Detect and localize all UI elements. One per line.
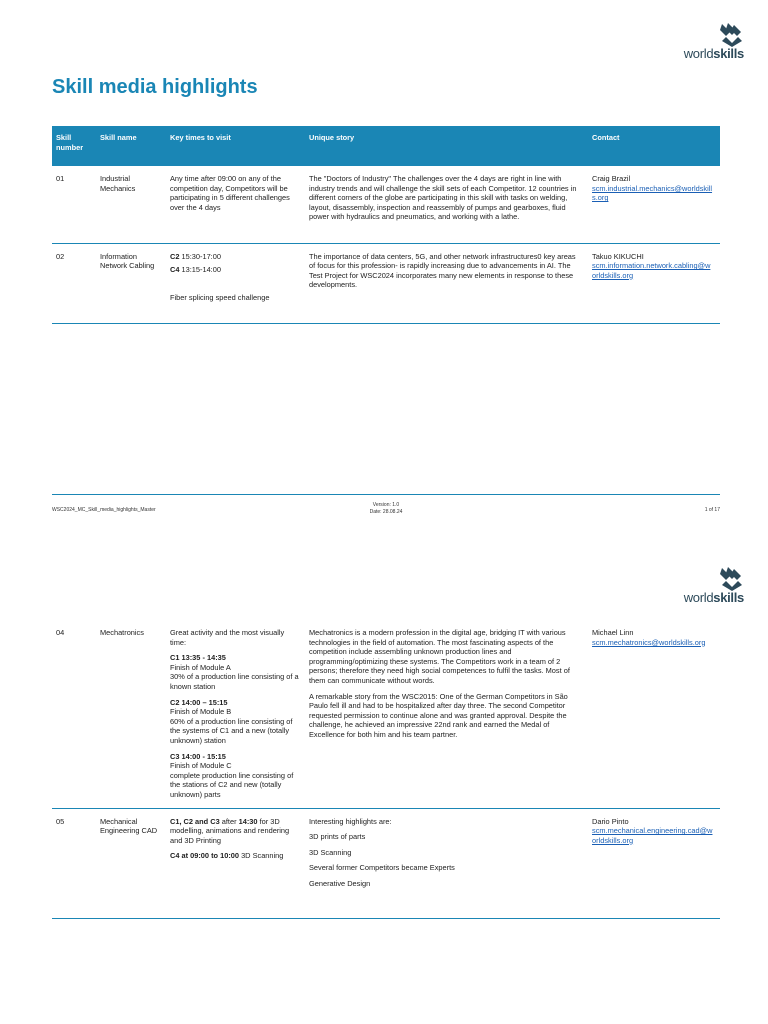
skill-highlights-table-continued <box>52 620 720 919</box>
key-time-c3 <box>170 752 299 800</box>
contact-name: Craig Brazil <box>592 174 631 183</box>
key-time-c4 <box>170 851 299 861</box>
logo-word-skills: skills <box>713 46 744 61</box>
contact-email-link[interactable]: scm.mechanical.engineering.cad@worldskills.org <box>592 826 713 845</box>
key-time-c3-time: C3 14:00 - 15:15 <box>170 751 226 761</box>
story-intro: Interesting highlights are: <box>309 816 392 826</box>
worldskills-logo <box>684 566 744 605</box>
logo-word-world: world <box>683 46 714 61</box>
table-row <box>52 243 720 323</box>
contact-name: Michael Linn <box>592 628 634 637</box>
key-time-c3-desc: Finish of Module C complete production line consisting of the stations of C2 and new (totally unknown) parts <box>170 761 294 799</box>
key-times-intro: Great activity and the most visually time: <box>170 628 285 647</box>
footer-version-date <box>52 502 720 515</box>
contact <box>588 808 720 918</box>
unique-story <box>305 620 588 808</box>
key-time-extra: Fiber splicing speed challenge <box>170 292 270 302</box>
unique-story: The "Doctors of Industry" The challenges over the 4 days are right in line with industry trends and will challenge the skill sets of each Competitor. 12 countries in different corners of the globe are participating in this skill with tasks on welding, layout, disassembly, inspection and reassembly of pumps and gearboxes, fluid power with hydraulics and pneumatics, and working with a lathe. <box>305 166 588 243</box>
worldskills-wordmark <box>684 46 744 61</box>
contact <box>588 243 720 323</box>
contact <box>588 620 720 808</box>
story-paragraph: A remarkable story from the WSC2015: One of the German Competitors in São Paulo fell ill and had to be hospitalized after day three. The second Competitor requested permission to continue alone and was granted approval. Despite the challenge, he achieved an impressive 22nd rank and earned the Medal of Excellence for both him and his team partner. <box>309 691 568 739</box>
key-time-c1 <box>170 653 299 691</box>
skill-highlights-table <box>52 126 720 324</box>
story-item: Several former Competitors became Experts <box>309 863 455 873</box>
footer-version: Version: 1.0 <box>372 502 400 508</box>
skill-name: Industrial Mechanics <box>96 166 166 243</box>
table-row <box>52 808 720 918</box>
key-time-c1-c3 <box>170 817 299 846</box>
unique-story: The importance of data centers, 5G, and other network infrastructures0 key areas of focus for this profession- is rapidly increasing due to advancements in AI. The Test Project for WSC2024 incorporates many new elements in response to these developments. <box>305 243 588 323</box>
page-footer <box>52 494 720 515</box>
logo-word-world: world <box>683 590 714 605</box>
key-time-c4-label: C4 <box>170 265 180 275</box>
footer-date: Date: 28.08.24 <box>369 508 403 515</box>
contact-email-link[interactable]: scm.information.network.cabling@worldskills.org <box>592 261 711 280</box>
contact-name: Dario Pinto <box>592 816 629 826</box>
contact-email-link[interactable]: scm.industrial.mechanics@worldskills.org <box>592 183 713 203</box>
skill-number: 02 <box>52 243 96 323</box>
key-time-c1-time: C1 13:35 - 14:35 <box>170 653 226 663</box>
key-times <box>166 620 305 808</box>
table-row <box>52 166 720 243</box>
page-title: Skill media highlights <box>52 76 258 98</box>
key-time-connector: after <box>219 816 239 826</box>
table-row <box>52 620 720 808</box>
key-time-c4 <box>170 265 299 275</box>
footer-document-name: WSC2024_MC_Skill_media_highlights_Master <box>52 507 156 513</box>
story-item: 3D prints of parts <box>309 832 366 842</box>
skill-number: 01 <box>52 166 96 243</box>
contact-email-link[interactable]: scm.mechatronics@worldskills.org <box>592 637 706 647</box>
worldskills-logo-icon <box>718 566 744 592</box>
key-time-c2-value: 15:30-17:00 <box>179 251 221 261</box>
story-item: 3D Scanning <box>309 847 352 857</box>
header-unique-story: Unique story <box>305 126 588 166</box>
skill-name: Mechanical Engineering CAD <box>96 808 166 918</box>
key-time-c2 <box>170 252 299 262</box>
key-time-days-label: C1, C2 and C3 <box>170 816 220 826</box>
header-skill-number: Skill number <box>52 126 96 166</box>
header-skill-name: Skill name <box>96 126 166 166</box>
table-header-row <box>52 126 720 166</box>
key-time-c4-label: C4 at 09:00 to 10:00 <box>170 851 240 861</box>
logo-word-skills: skills <box>713 590 744 605</box>
key-times <box>166 243 305 323</box>
skill-number: 04 <box>52 620 96 808</box>
key-time-c2-time: C2 14:00 – 15:15 <box>170 697 228 707</box>
key-time-c2-desc: Finish of Module B 60% of a production line consisting of the systems of C1 and a new (totally unknown) station <box>170 707 293 745</box>
footer-page-number: 1 of 17 <box>704 507 720 513</box>
worldskills-logo-icon <box>718 22 744 48</box>
contact-name: Takuo KIKUCHI <box>592 251 644 261</box>
skill-name: Information Network Cabling <box>96 243 166 323</box>
header-key-times: Key times to visit <box>166 126 305 166</box>
key-time-c1-desc: Finish of Module A 30% of a production line consisting of a known station <box>170 662 299 691</box>
story-paragraph: Mechatronics is a modern profession in the digital age, bridging IT with various technologies in the field of automation. The most fascinating aspects of the competition include assembling unknown production lines and programming/optimizing these systems. The Competitors work in a team of 2 persons; therefore they need high social competences to fulfil the tasks. Most of them can communicate without words. <box>309 628 570 685</box>
unique-story <box>305 808 588 918</box>
skill-number: 05 <box>52 808 96 918</box>
worldskills-logo <box>684 22 744 61</box>
key-time-desc: for 3D modelling, animations and rendering and 3D Printing <box>170 816 290 845</box>
contact <box>588 166 720 243</box>
worldskills-wordmark <box>684 590 744 605</box>
story-item: Generative Design <box>309 878 371 888</box>
key-times: Any time after 09:00 on any of the competition day, Competitors will be participating in 5 different challenges over the 4 days <box>166 166 305 243</box>
key-times <box>166 808 305 918</box>
key-time-c2-label: C2 <box>170 251 180 261</box>
key-time-c2 <box>170 698 299 746</box>
skill-name: Mechatronics <box>96 620 166 808</box>
key-time-c4-desc: 3D Scanning <box>239 851 284 861</box>
key-time-c4-value: 13:15-14:00 <box>179 265 221 275</box>
key-time-start: 14:30 <box>238 816 258 826</box>
header-contact: Contact <box>588 126 720 166</box>
